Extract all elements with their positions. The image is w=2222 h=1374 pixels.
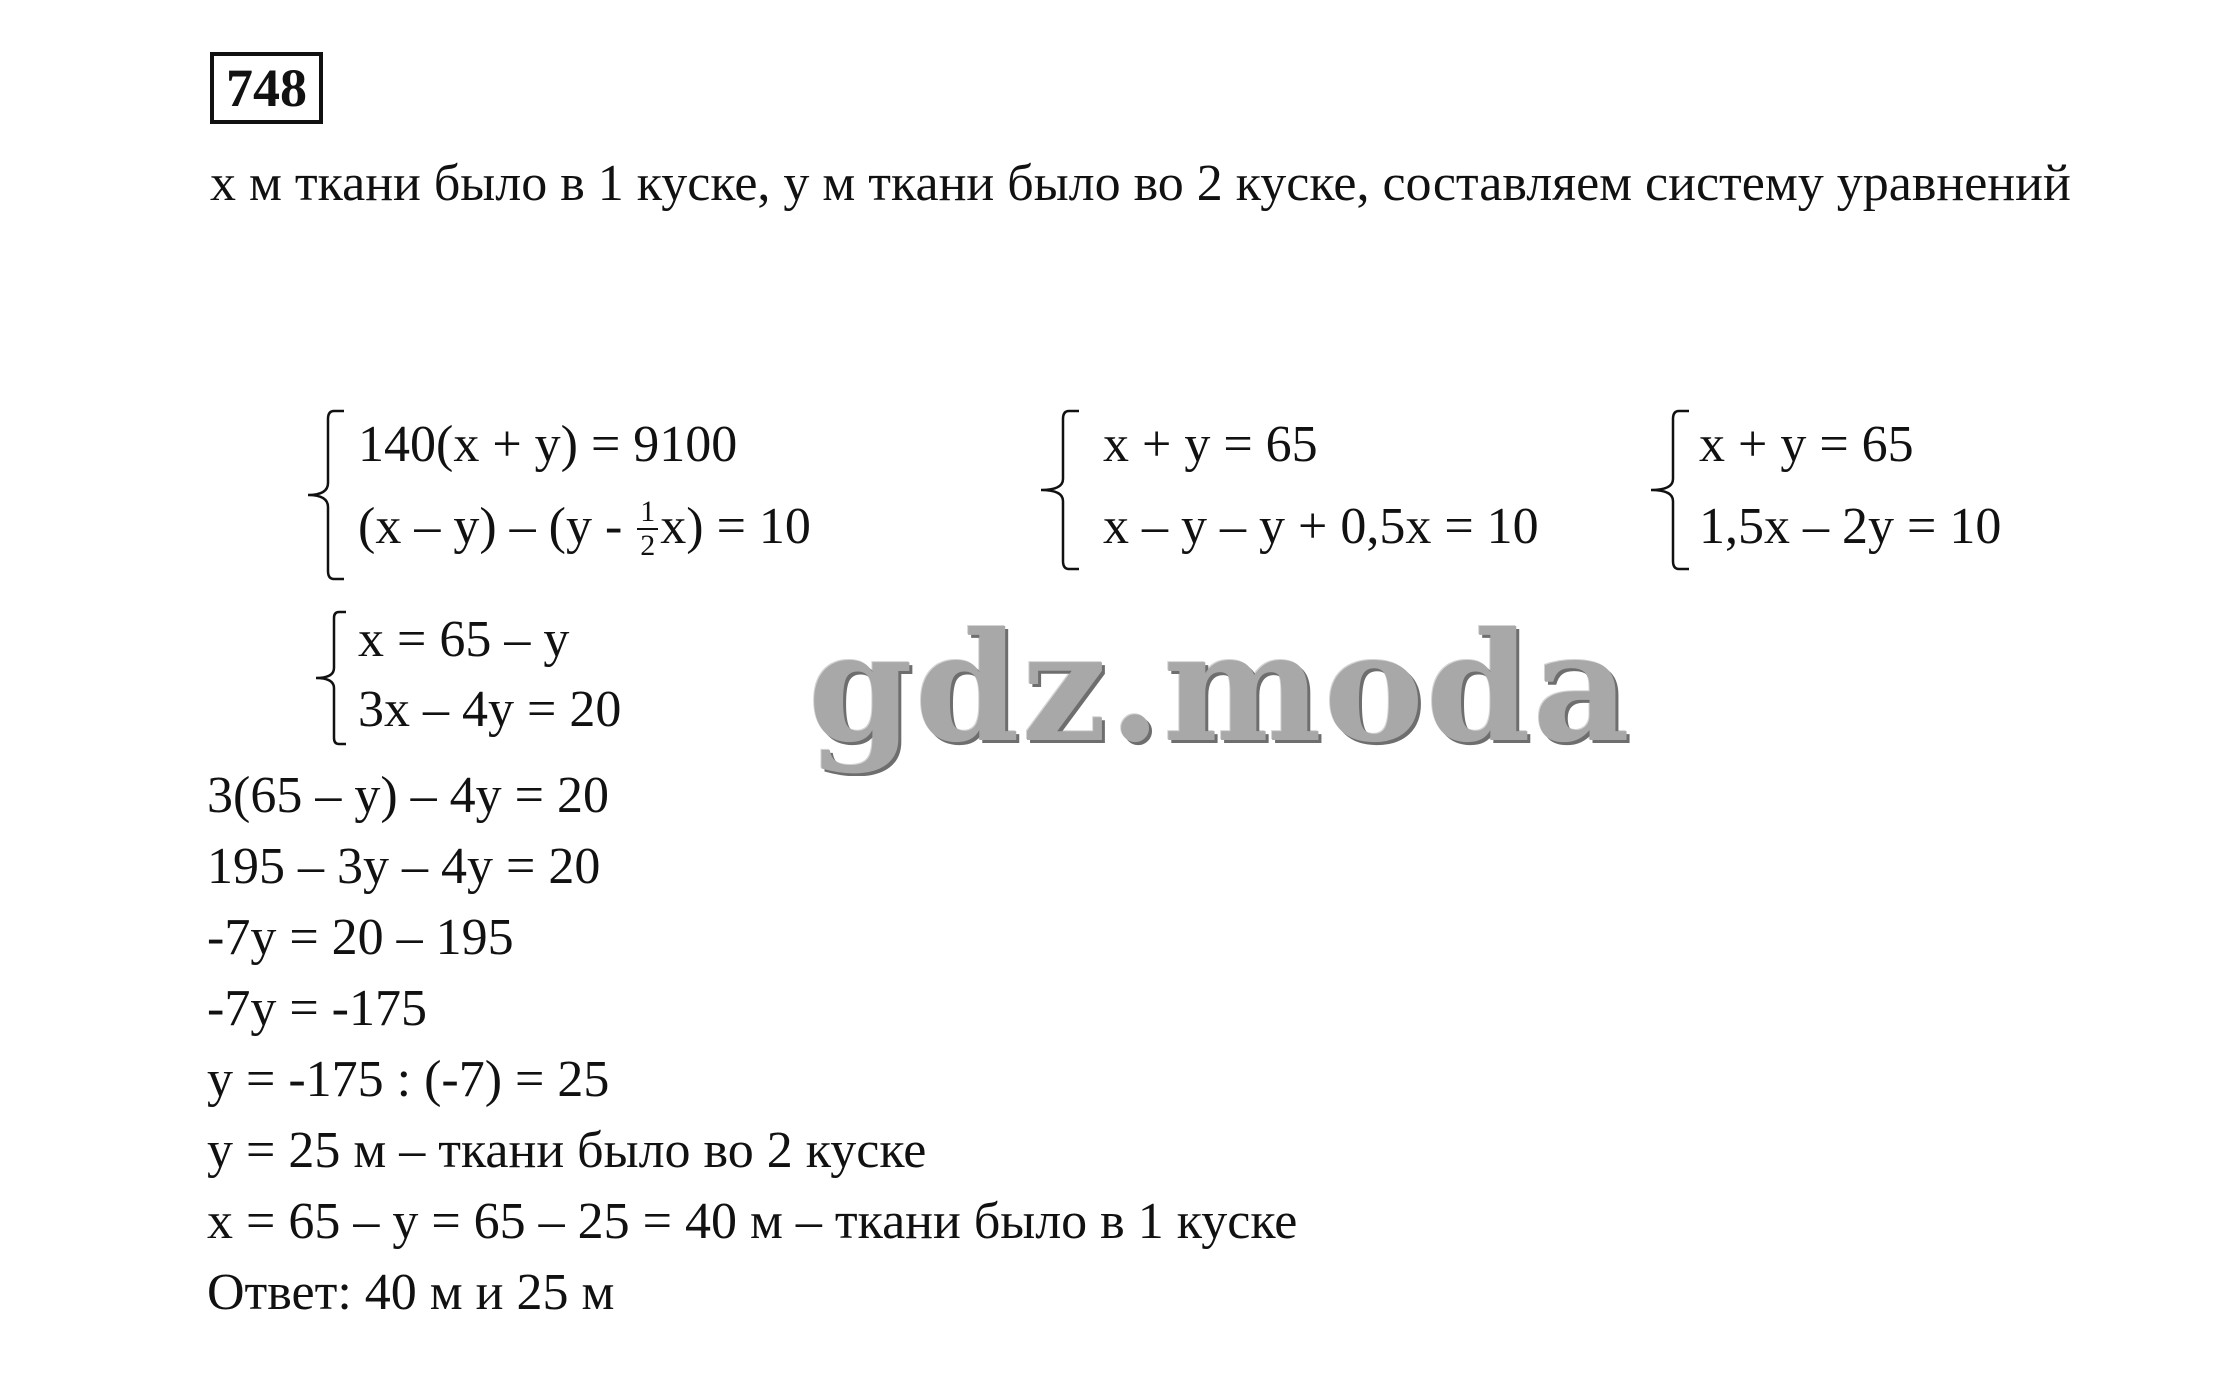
fraction — [637, 496, 658, 562]
system-1-line-2-end: x) = 10 — [660, 498, 811, 555]
brace-icon — [312, 608, 352, 748]
brace-icon — [300, 405, 350, 585]
solution-step: y = 25 м – ткани было во 2 куске — [207, 1122, 927, 1179]
system-3-line-1: x + y = 65 — [1699, 416, 1914, 473]
problem-number-box: 748 — [210, 52, 323, 124]
equation-system-4 — [312, 608, 732, 748]
solution-step: x = 65 – y = 65 – 25 = 40 м – ткани было в 1 куске — [207, 1193, 1298, 1250]
system-2-line-1: x + y = 65 — [1103, 416, 1318, 473]
solution-step: -7y = -175 — [207, 980, 427, 1037]
system-2-line-2: x – y – y + 0,5x = 10 — [1103, 498, 1539, 555]
answer-line: Ответ: 40 м и 25 м — [207, 1264, 615, 1321]
equation-system-1 — [300, 405, 900, 585]
solution-step: y = -175 : (-7) = 25 — [207, 1051, 610, 1108]
solution-step: 195 – 3y – 4y = 20 — [207, 838, 601, 895]
system-4-line-1: x = 65 – y — [358, 611, 570, 668]
watermark-logo: gdz.moda — [808, 600, 1633, 776]
fraction-numerator: 1 — [637, 496, 658, 530]
system-3-line-2: 1,5x – 2y = 10 — [1699, 498, 2002, 555]
system-1-line-1: 140(x + y) = 9100 — [358, 416, 738, 473]
system-1-line-2 — [358, 497, 811, 564]
system-4-line-2: 3x – 4y = 20 — [358, 681, 622, 738]
intro-text: x м ткани было в 1 куске, y м ткани было во 2 куске, составляем систему уравнений — [210, 155, 2071, 212]
equation-system-2 — [1035, 405, 1655, 575]
brace-icon — [1645, 405, 1695, 575]
solution-step: -7y = 20 – 195 — [207, 909, 514, 966]
brace-icon — [1035, 405, 1085, 575]
fraction-denominator: 2 — [640, 529, 656, 563]
system-1-line-2-start: (x – y) – (y - — [358, 498, 636, 555]
solution-step: 3(65 – y) – 4y = 20 — [207, 767, 609, 824]
equation-system-3 — [1645, 405, 2065, 575]
solution-steps — [207, 760, 1297, 1328]
